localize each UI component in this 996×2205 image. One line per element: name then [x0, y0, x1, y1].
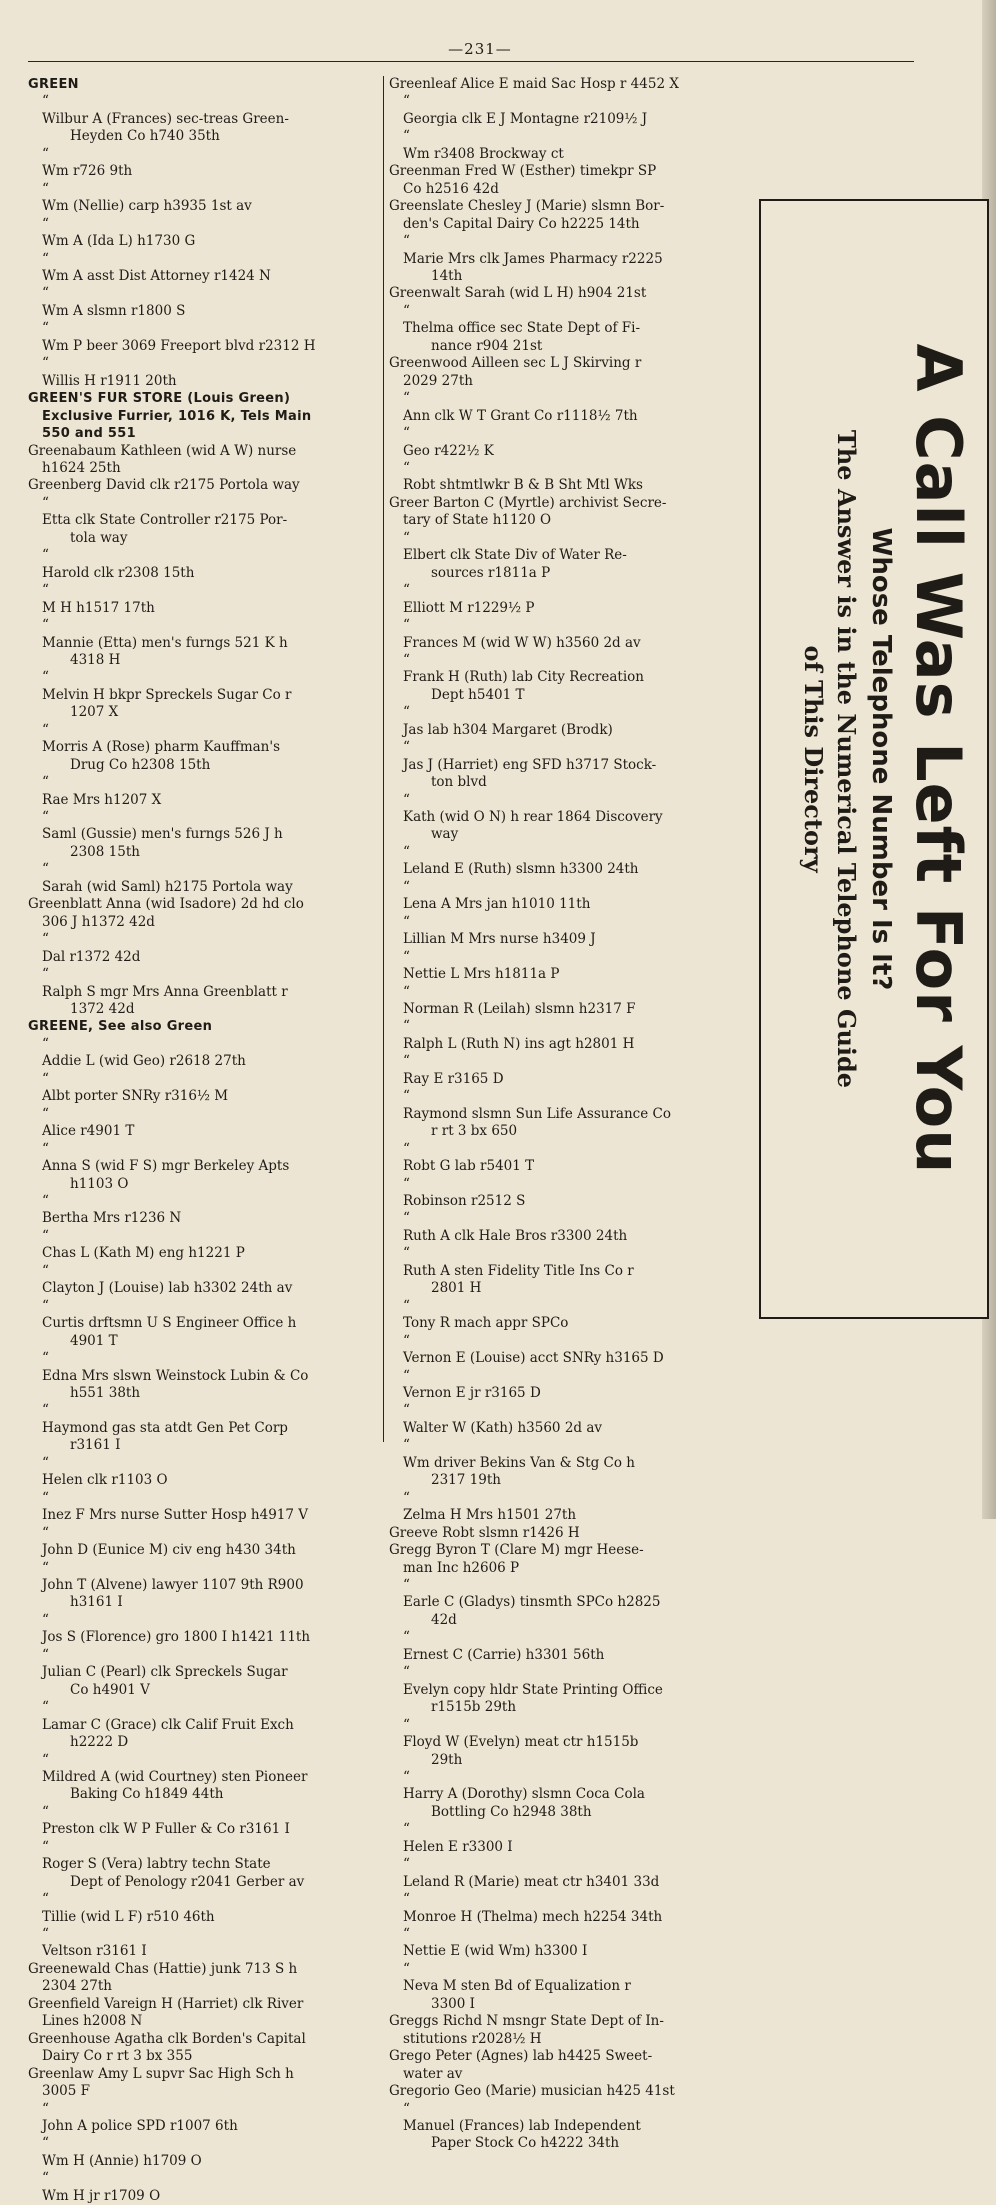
- entry-line: “ Ernest C (Carrie) h3301 56th: [403, 1646, 605, 1663]
- entry-line: 4901 T: [70, 1332, 118, 1349]
- directory-entry: [28, 355, 378, 390]
- entry-line: Greenberg David clk r2175 Portola way: [28, 477, 300, 494]
- directory-entry: [28, 2101, 378, 2136]
- entry-line: GREENE, See also Green: [28, 1019, 213, 1035]
- entry-line: “ Alice r4901 T: [42, 1123, 135, 1140]
- entry-line: “ Helen clk r1103 O: [42, 1472, 168, 1489]
- entry-line: Co h4901 V: [70, 1681, 150, 1698]
- entry-line: “ Harry A (Dorothy) slsmn Coca Cola: [403, 1786, 645, 1803]
- directory-entry: [28, 1996, 378, 2031]
- directory-entry: [389, 2013, 754, 2048]
- directory-entry: [389, 2101, 754, 2153]
- directory-entry: [28, 1141, 378, 1193]
- header-rule: [28, 61, 914, 62]
- entry-line: Greenfield Vareign H (Harriet) clk River: [28, 1995, 304, 2012]
- entry-line: Drug Co h2308 15th: [70, 756, 211, 773]
- entry-line: Co h2516 42d: [403, 180, 499, 197]
- entry-line: “ John A police SPD r1007 6th: [42, 2118, 238, 2135]
- entry-line: “ Wm A slsmn r1800 S: [42, 302, 186, 319]
- entry-line: 42d: [431, 1611, 457, 1628]
- entry-line: Greenwalt Sarah (wid L H) h904 21st: [389, 285, 647, 302]
- entry-line: “ Ray E r3165 D: [403, 1070, 504, 1087]
- entry-line: “ Earle C (Gladys) tinsmth SPCo h2825: [403, 1594, 661, 1611]
- entry-line: “ Inez F Mrs nurse Sutter Hosp h4917 V: [42, 1507, 309, 1524]
- entry-line: Paper Stock Co h4222 34th: [431, 2135, 620, 2152]
- entry-line: Greggs Richd N msngr State Dept of In-: [389, 2013, 664, 2030]
- entry-line: “ Bertha Mrs r1236 N: [42, 1210, 182, 1227]
- directory-entry: [28, 1036, 378, 1071]
- directory-entry: [28, 443, 378, 478]
- directory-entry: [389, 390, 754, 425]
- entry-line: “ Wm (Nellie) carp h3935 1st av: [42, 198, 252, 215]
- directory-entry: [389, 1577, 754, 1629]
- directory-entry: [389, 460, 754, 495]
- entry-line: “ Wm A asst Dist Attorney r1424 N: [42, 267, 271, 284]
- directory-entry: [389, 355, 754, 390]
- entry-line: “ Addie L (wid Geo) r2618 27th: [42, 1053, 246, 1070]
- entry-line: “ Lillian M Mrs nurse h3409 J: [403, 931, 596, 948]
- directory-entry: [28, 896, 378, 931]
- entry-line: 550 and 551: [42, 426, 136, 442]
- directory-entry: [389, 582, 754, 617]
- directory-entry: [28, 1612, 378, 1647]
- entry-line: “ Vernon E jr r3165 D: [403, 1384, 541, 1401]
- directory-entry: [28, 216, 378, 251]
- directory-entry: [28, 477, 378, 494]
- entry-line: “ Ruth A clk Hale Bros r3300 24th: [403, 1227, 628, 1244]
- section-heading: [28, 1018, 378, 1035]
- directory-entry: [389, 1891, 754, 1926]
- directory-entry: [28, 1106, 378, 1141]
- entry-line: “ M H h1517 17th: [42, 599, 155, 616]
- entry-line: “ Wilbur A (Frances) sec-treas Green-: [42, 110, 289, 127]
- entry-line: “ Evelyn copy hldr State Printing Office: [403, 1681, 663, 1698]
- entry-line: “ Wm r3408 Brockway ct: [403, 145, 564, 162]
- directory-entry: [28, 146, 378, 181]
- entry-line: “ Wm H (Annie) h1709 O: [42, 2152, 202, 2169]
- ad-line-2: Whose Telephone Number Is It?: [866, 527, 896, 991]
- directory-entry: [389, 1769, 754, 1821]
- directory-entry: [389, 1821, 754, 1856]
- directory-entry: [389, 914, 754, 949]
- entry-line: 4318 H: [70, 651, 121, 668]
- directory-entry: [28, 1560, 378, 1612]
- directory-entry: [389, 1333, 754, 1368]
- directory-entry: [28, 285, 378, 320]
- directory-entry: [28, 1490, 378, 1525]
- entry-line: “ Robt shtmtlwkr B & B Sht Mtl Wks: [403, 477, 643, 494]
- entry-line: “ Walter W (Kath) h3560 2d av: [403, 1419, 603, 1436]
- directory-entry: [389, 163, 754, 198]
- directory-entry: [389, 617, 754, 652]
- directory-entry: [28, 251, 378, 286]
- entry-line: “ Frances M (wid W W) h3560 2d av: [403, 634, 641, 651]
- entry-line: “ Dal r1372 42d: [42, 948, 141, 965]
- entry-line: “ Jas J (Harriet) eng SFD h3717 Stock-: [403, 756, 657, 773]
- entry-line: Greer Barton C (Myrtle) archivist Secre-: [389, 494, 667, 511]
- entry-line: h1103 O: [70, 1175, 129, 1192]
- entry-line: 2317 19th: [431, 1472, 501, 1489]
- entry-line: “ Thelma office sec State Dept of Fi-: [403, 320, 641, 337]
- directory-entry: [389, 1629, 754, 1664]
- entry-line: “ Robinson r2512 S: [403, 1193, 526, 1209]
- directory-entry: [389, 879, 754, 914]
- directory-entry: [28, 966, 378, 1018]
- directory-entry: [389, 1525, 754, 1542]
- directory-entry: [389, 93, 754, 128]
- entry-line: Exclusive Furrier, 1016 K, Tels Main: [42, 408, 312, 424]
- directory-entry: [28, 582, 378, 617]
- entry-line: r rt 3 bx 650: [431, 1123, 518, 1140]
- entry-line: “ Frank H (Ruth) lab City Recreation: [403, 669, 644, 686]
- directory-entry: [28, 774, 378, 809]
- entry-line: “ Preston clk W P Fuller & Co r3161 I: [42, 1821, 290, 1838]
- entry-line: “ Marie Mrs clk James Pharmacy r2225: [403, 250, 663, 267]
- directory-entry: [389, 233, 754, 285]
- entry-line: Dept h5401 T: [431, 686, 525, 703]
- entry-line: Baking Co h1849 44th: [70, 1786, 224, 1803]
- directory-entry: [28, 1961, 378, 1996]
- directory-entry: [389, 1490, 754, 1525]
- directory-entry: [389, 1141, 754, 1176]
- entry-line: “ Neva M sten Bd of Equalization r: [403, 1978, 631, 1995]
- directory-entry: [28, 722, 378, 774]
- directory-entry: [28, 1071, 378, 1106]
- directory-entry: [389, 128, 754, 163]
- directory-entry: [28, 617, 378, 669]
- entry-line: Greeve Robt slsmn r1426 H: [389, 1524, 580, 1541]
- entry-line: “ Veltson r3161 I: [42, 1943, 147, 1960]
- directory-entry: [389, 984, 754, 1019]
- entry-line: “ Lamar C (Grace) clk Calif Fruit Exch: [42, 1716, 294, 1733]
- directory-entry: [389, 652, 754, 704]
- entry-line: “ Jas lab h304 Margaret (Brodk): [403, 721, 613, 738]
- entry-line: Dept of Penology r2041 Gerber av: [70, 1873, 305, 1890]
- entry-line: ton blvd: [431, 774, 487, 791]
- entry-line: Greenleaf Alice E maid Sac Hosp r 4452 X: [389, 76, 679, 92]
- entry-line: way: [431, 826, 459, 843]
- entry-line: 1372 42d: [70, 1001, 135, 1018]
- directory-entry: [28, 1926, 378, 1961]
- entry-line: “ Edna Mrs slswn Weinstock Lubin & Co: [42, 1367, 309, 1384]
- directory-entry: [28, 861, 378, 896]
- entry-line: “ Etta clk State Controller r2175 Por-: [42, 512, 288, 529]
- directory-entry: [28, 93, 378, 145]
- directory-entry: [389, 792, 754, 844]
- advertisement-box: [759, 199, 989, 1319]
- directory-entry: [28, 1752, 378, 1804]
- entry-line: “ Wm P beer 3069 Freeport blvd r2312 H: [42, 337, 316, 354]
- entry-line: “ Wm r726 9th: [42, 163, 133, 180]
- directory-entry: [389, 1717, 754, 1769]
- entry-line: “ John D (Eunice M) civ eng h430 34th: [42, 1542, 296, 1559]
- directory-entry: [389, 198, 754, 233]
- entry-line: “ Haymond gas sta atdt Gen Pet Corp: [42, 1419, 288, 1436]
- directory-entry: [389, 704, 754, 739]
- directory-entry: [28, 809, 378, 861]
- entry-line: 2304 27th: [42, 1978, 112, 1995]
- entry-line: “ Wm driver Bekins Van & Stg Co h: [403, 1454, 635, 1471]
- directory-entry: [389, 1298, 754, 1333]
- entry-line: “ Willis H r1911 20th: [42, 372, 177, 389]
- directory-entry: [389, 1053, 754, 1088]
- entry-line: “ Geo r422½ K: [403, 442, 494, 459]
- directory-entry: [28, 1699, 378, 1751]
- directory-entry: [389, 1402, 754, 1437]
- entry-line: “ Norman R (Leilah) slsmn h2317 F: [403, 1001, 636, 1018]
- directory-entry: [28, 1525, 378, 1560]
- entry-line: “ Floyd W (Evelyn) meat ctr h1515b: [403, 1734, 639, 1751]
- directory-entry: [28, 1298, 378, 1350]
- entry-line: r3161 I: [70, 1437, 121, 1454]
- entry-line: “ Wm A (Ida L) h1730 G: [42, 233, 196, 250]
- entry-line: “ Jos S (Florence) gro 1800 I h1421 11th: [42, 1629, 311, 1646]
- directory-entry: [389, 1368, 754, 1403]
- directory-entry: [389, 1926, 754, 1961]
- entry-line: Grego Peter (Agnes) lab h4425 Sweet-: [389, 2048, 653, 2065]
- directory-entry: [389, 1018, 754, 1053]
- entry-line: “ Leland R (Marie) meat ctr h3401 33d: [403, 1873, 660, 1890]
- directory-entry: [28, 1839, 378, 1891]
- directory-entry: [28, 1402, 378, 1454]
- entry-line: nance r904 21st: [431, 337, 543, 354]
- entry-line: 3300 I: [431, 1995, 475, 2012]
- entry-line: “ Chas L (Kath M) eng h1221 P: [42, 1245, 245, 1262]
- entry-line: Greenman Fred W (Esther) timekpr SP: [389, 163, 657, 180]
- directory-entry: [28, 1455, 378, 1490]
- directory-entry: [389, 530, 754, 582]
- entry-line: “ Harold clk r2308 15th: [42, 564, 195, 581]
- entry-line: Greenblatt Anna (wid Isadore) 2d hd clo: [28, 896, 304, 913]
- directory-entry: [28, 1350, 378, 1402]
- entry-line: “ Monroe H (Thelma) mech h2254 34th: [403, 1908, 663, 1925]
- directory-entry: [28, 181, 378, 216]
- entry-line: “ Elliott M r1229½ P: [403, 599, 535, 616]
- entry-line: “ Vernon E (Louise) acct SNRy h3165 D: [403, 1350, 664, 1367]
- page-number: —231—: [448, 40, 512, 58]
- directory-entry: [28, 1647, 378, 1699]
- entry-line: “ Georgia clk E J Montagne r2109½ J: [403, 110, 648, 127]
- entry-line: “ Roger S (Vera) labtry techn State: [42, 1856, 271, 1873]
- directory-entry: [28, 2170, 378, 2205]
- directory-entry: [389, 949, 754, 984]
- entry-line: Lines h2008 N: [42, 2013, 143, 2030]
- entry-line: “ Helen E r3300 I: [403, 1838, 513, 1855]
- entry-line: “ John T (Alvene) lawyer 1107 9th R900: [42, 1576, 304, 1593]
- directory-entry: [389, 285, 754, 302]
- directory-entry: [28, 495, 378, 547]
- entry-line: “ Nettie E (wid Wm) h3300 I: [403, 1943, 588, 1960]
- directory-entry: [389, 1856, 754, 1891]
- entry-line: GREEN: [28, 77, 79, 92]
- entry-line: r1515b 29th: [431, 1699, 517, 1716]
- entry-line: den's Capital Dairy Co h2225 14th: [403, 215, 640, 232]
- entry-line: 2801 H: [431, 1280, 482, 1297]
- entry-line: “ Lena A Mrs jan h1010 11th: [403, 896, 591, 913]
- directory-entry: [389, 2083, 754, 2100]
- entry-line: tary of State h1120 O: [403, 512, 552, 529]
- directory-entry: [28, 1804, 378, 1839]
- entry-line: “ Ruth A sten Fidelity Title Ins Co r: [403, 1262, 634, 1279]
- entry-line: “ Albt porter SNRy r316½ M: [42, 1088, 229, 1105]
- entry-line: “ Robt G lab r5401 T: [403, 1158, 535, 1175]
- entry-line: “ Morris A (Rose) pharm Kauffman's: [42, 739, 281, 756]
- entry-line: GREEN'S FUR STORE (Louis Green): [28, 391, 291, 407]
- entry-line: “ Julian C (Pearl) clk Spreckels Sugar: [42, 1664, 288, 1681]
- ad-line-4: of This Directory: [799, 645, 828, 873]
- section-heading: [28, 390, 378, 442]
- entry-line: “ Clayton J (Louise) lab h3302 24th av: [42, 1280, 293, 1297]
- entry-line: water av: [403, 2065, 463, 2082]
- entry-line: Bottling Co h2948 38th: [431, 1803, 592, 1820]
- directory-entry: [28, 669, 378, 721]
- directory-entry: [28, 1891, 378, 1926]
- directory-entry: [389, 495, 754, 530]
- entry-line: “ Kath (wid O N) h rear 1864 Discovery: [403, 809, 663, 826]
- entry-line: “ Manuel (Frances) lab Independent: [403, 2118, 641, 2135]
- entry-line: Heyden Co h740 35th: [70, 128, 220, 145]
- section-heading: [28, 76, 378, 93]
- entry-line: “ Leland E (Ruth) slsmn h3300 24th: [403, 861, 639, 878]
- entry-line: 1207 X: [70, 704, 119, 721]
- directory-entry: [28, 547, 378, 582]
- entry-line: tola way: [70, 529, 128, 546]
- entry-line: “ Curtis drftsmn U S Engineer Office h: [42, 1315, 297, 1332]
- directory-entry: [28, 2135, 378, 2170]
- entry-line: Dairy Co r rt 3 bx 355: [42, 2048, 193, 2065]
- entry-line: 306 J h1372 42d: [42, 913, 155, 930]
- directory-entry: [389, 303, 754, 355]
- entry-line: “ Anna S (wid F S) mgr Berkeley Apts: [42, 1158, 290, 1175]
- entry-line: 2029 27th: [403, 372, 473, 389]
- entry-line: “ Melvin H bkpr Spreckels Sugar Co r: [42, 686, 292, 703]
- directory-entry: [28, 931, 378, 966]
- directory-entry: [28, 1193, 378, 1228]
- directory-entry: [389, 1245, 754, 1297]
- entry-line: 14th: [431, 267, 463, 284]
- directory-entry: [389, 425, 754, 460]
- entry-line: “ Zelma H Mrs h1501 27th: [403, 1507, 577, 1524]
- column-divider: [383, 76, 384, 1442]
- entry-line: h551 38th: [70, 1384, 141, 1401]
- entry-line: “ Ralph L (Ruth N) ins agt h2801 H: [403, 1035, 635, 1052]
- entry-line: stitutions r2028½ H: [403, 2030, 542, 2047]
- entry-line: h2222 D: [70, 1734, 129, 1751]
- entry-line: “ Rae Mrs h1207 X: [42, 791, 162, 808]
- entry-line: sources r1811a P: [431, 564, 551, 581]
- entry-line: 3005 F: [42, 2083, 91, 2100]
- directory-entry: [389, 1088, 754, 1140]
- entry-line: 2308 15th: [70, 843, 140, 860]
- entry-line: Greenlaw Amy L supvr Sac High Sch h: [28, 2065, 294, 2082]
- directory-entry: [389, 1961, 754, 2013]
- directory-entry: [28, 320, 378, 355]
- entry-line: “ Ralph S mgr Mrs Anna Greenblatt r: [42, 983, 288, 1000]
- entry-line: “ Mildred A (wid Courtney) sten Pioneer: [42, 1768, 308, 1785]
- entry-line: “ Wm H jr r1709 O: [42, 2187, 161, 2204]
- entry-line: h3161 I: [70, 1594, 123, 1611]
- entry-line: Greenwood Ailleen sec L J Skirving r: [389, 355, 642, 372]
- entry-line: Greenewald Chas (Hattie) junk 713 S h: [28, 1960, 298, 1977]
- directory-entry: [389, 1210, 754, 1245]
- directory-entry: [389, 1542, 754, 1577]
- entry-line: “ Tillie (wid L F) r510 46th: [42, 1908, 215, 1925]
- entry-line: Gregg Byron T (Clare M) mgr Heese-: [389, 1542, 644, 1559]
- advertisement-text: [765, 214, 983, 1304]
- entry-line: “ Raymond slsmn Sun Life Assurance Co: [403, 1105, 671, 1122]
- entry-line: “ Sarah (wid Saml) h2175 Portola way: [42, 878, 293, 895]
- directory-entry: [28, 2031, 378, 2066]
- directory-entry: [389, 1437, 754, 1489]
- entry-line: “ Mannie (Etta) men's furngs 521 K h: [42, 634, 288, 651]
- entry-line: man Inc h2606 P: [403, 1559, 520, 1576]
- directory-entry: [389, 1176, 754, 1211]
- directory-entry: [389, 76, 754, 93]
- directory-entry: [389, 2048, 754, 2083]
- directory-entry: [389, 739, 754, 791]
- entry-line: h1624 25th: [42, 459, 121, 476]
- entry-line: Greenslate Chesley J (Marie) slsmn Bor-: [389, 198, 665, 215]
- entry-line: Greenhouse Agatha clk Borden's Capital: [28, 2030, 306, 2047]
- entry-line: Greenabaum Kathleen (wid A W) nurse: [28, 442, 297, 459]
- directory-entry: [28, 1228, 378, 1263]
- entry-line: 29th: [431, 1751, 463, 1768]
- directory-entry: [389, 1664, 754, 1716]
- entry-line: Gregorio Geo (Marie) musician h425 41st: [389, 2083, 675, 2100]
- middle-column: [389, 76, 754, 2153]
- ad-headline: A Call Was Left For You: [902, 343, 975, 1175]
- directory-entry: [28, 1263, 378, 1298]
- entry-line: “ Nettie L Mrs h1811a P: [403, 966, 560, 983]
- directory-entry: [28, 2066, 378, 2101]
- left-column: [28, 76, 378, 2205]
- entry-line: “ Elbert clk State Div of Water Re-: [403, 547, 627, 564]
- entry-line: “ Ann clk W T Grant Co r1118½ 7th: [403, 407, 638, 424]
- ad-line-3: The Answer is in the Numerical Telephone Guide: [832, 429, 861, 1089]
- entry-line: “ Saml (Gussie) men's furngs 526 J h: [42, 826, 283, 843]
- entry-line: “ Tony R mach appr SPCo: [403, 1315, 569, 1332]
- directory-entry: [389, 844, 754, 879]
